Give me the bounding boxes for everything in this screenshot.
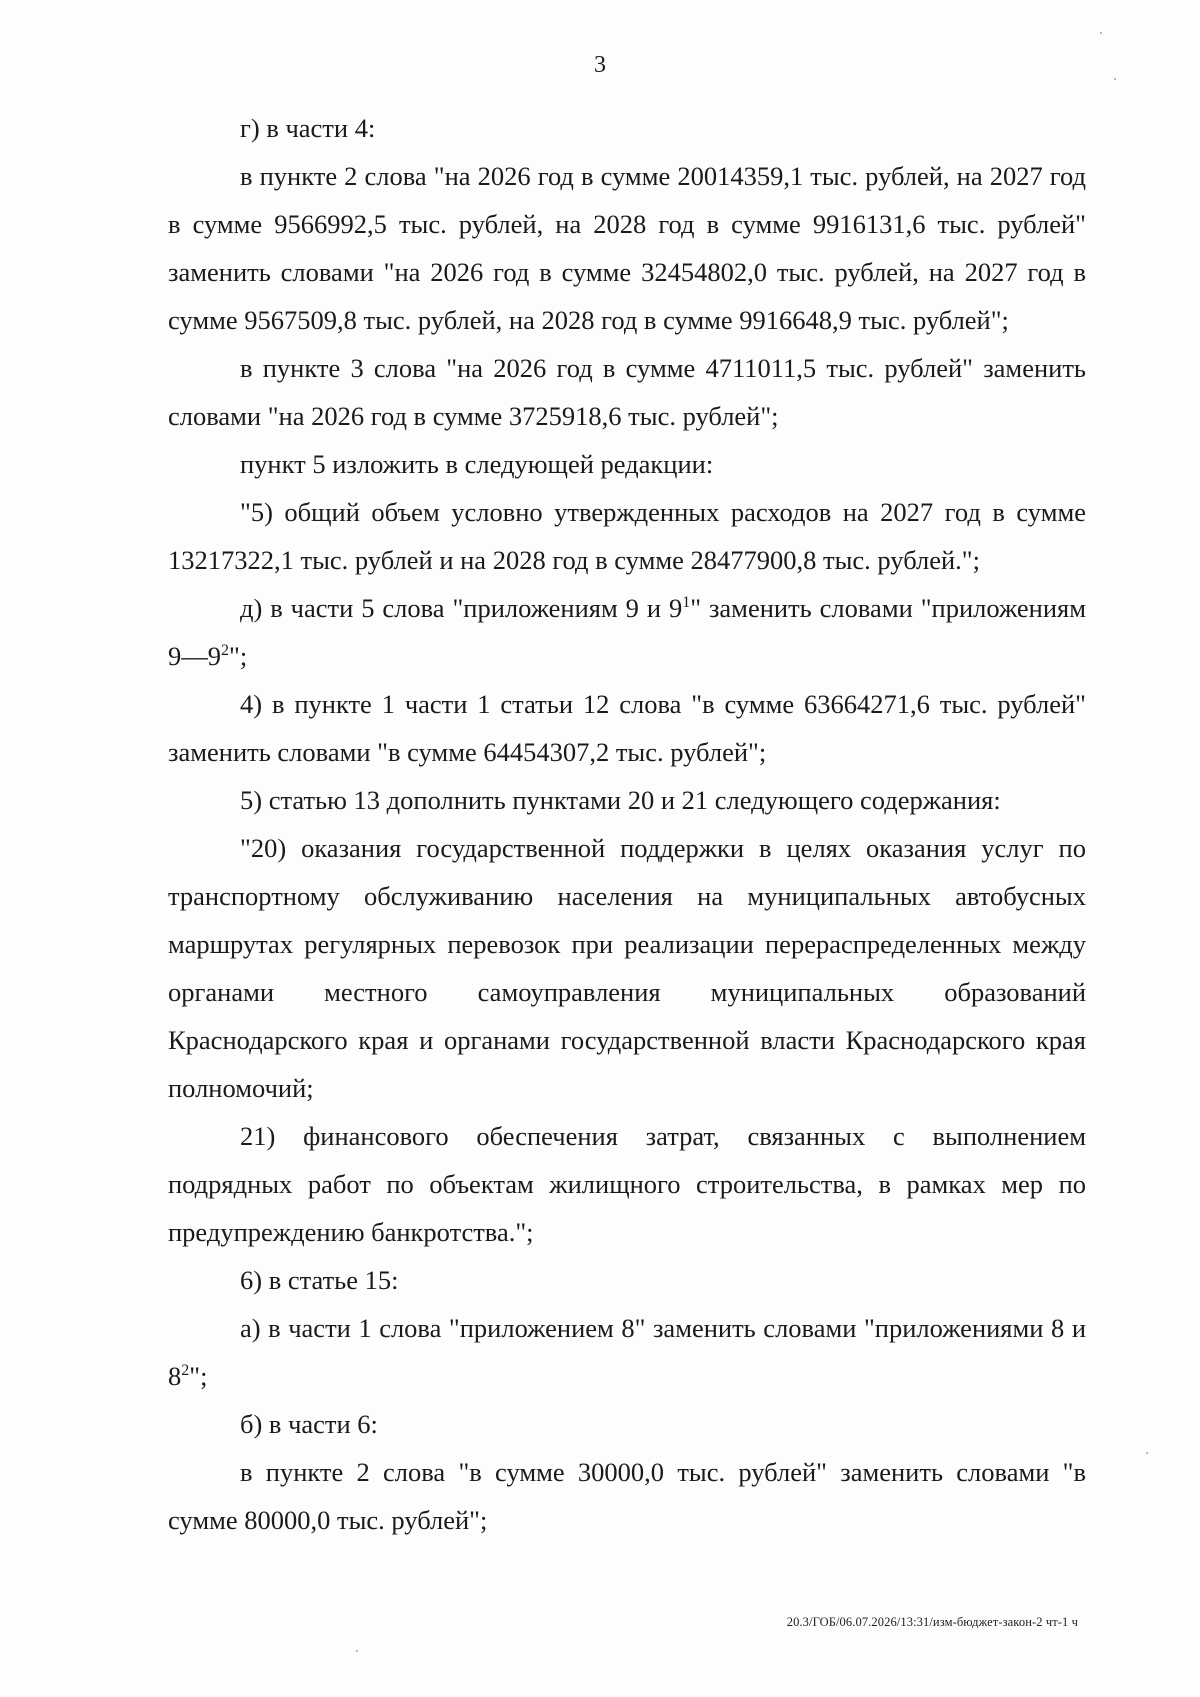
scan-dot: [1114, 78, 1116, 80]
superscript: 2: [181, 1362, 190, 1380]
text-segment: " заменить словами "приложениям 9—9: [168, 593, 1086, 671]
text-segment: ";: [229, 641, 248, 671]
text-segment: а) в части 1 слова "приложением 8" заменить словами "приложениями 8 и 8: [168, 1313, 1086, 1391]
scan-dot: [1100, 32, 1102, 34]
paragraph-point-5-intro: пункт 5 изложить в следующей редакции:: [240, 449, 714, 479]
scan-dot: [1146, 1452, 1148, 1454]
paragraph-part-4-heading: г) в части 4:: [240, 113, 376, 143]
text-segment: ";: [189, 1361, 208, 1391]
paragraph-article-15-part-6-point-2: в пункте 2 слова "в сумме 30000,0 тыс. рублей" заменить словами "в сумме 80000,0 тыс. рублей";: [168, 1457, 1086, 1535]
document-body: [168, 104, 1086, 1544]
paragraph-article-12-amendment: 4) в пункте 1 части 1 статьи 12 слова "в сумме 63664271,6 тыс. рублей" заменить словами "в сумме 64454307,2 тыс. рублей";: [168, 689, 1086, 767]
paragraph-point-20: "20) оказания государственной поддержки в целях оказания услуг по транспортному обслуживанию населения на муниципальных автобусных маршрутах регулярных перевозок при реализации перераспределенных между органами местного самоуправления муниципальных образований Краснодарского края и органами государственной власти Краснодарского края полномочий;: [168, 833, 1086, 1103]
paragraph-point-21: 21) финансового обеспечения затрат, связанных с выполнением подрядных работ по объектам жилищного строительства, в рамках мер по предупреждению банкротства.";: [168, 1121, 1086, 1247]
scan-dot: [356, 1650, 358, 1652]
paragraph-point-3-amendment: в пункте 3 слова "на 2026 год в сумме 4711011,5 тыс. рублей" заменить словами "на 2026 год в сумме 3725918,6 тыс. рублей";: [168, 353, 1086, 431]
paragraph-article-15-part-6-heading: б) в части 6:: [240, 1409, 378, 1439]
document-footer-code: 20.3/ГОБ/06.07.2026/13:31/изм-бюджет-закон-2 чт-1 ч: [786, 1615, 1078, 1629]
superscript: 1: [682, 594, 691, 612]
paragraph-point-2-amendment: в пункте 2 слова "на 2026 год в сумме 20014359,1 тыс. рублей, на 2027 год в сумме 9566992,5 тыс. рублей, на 2028 год в сумме 9916131,6 тыс. рублей" заменить словами "на 2026 год в сумме 32454802,0 тыс. рублей, на 2027 год в сумме 9567509,8 тыс. рублей, на 2028 год в сумме 9916648,9 тыс. рублей";: [168, 161, 1086, 335]
paragraph-part-5-amendment: [168, 584, 1086, 680]
superscript: 2: [221, 642, 229, 660]
paragraph-article-15-heading: 6) в статье 15:: [240, 1265, 399, 1295]
page-number: 3: [594, 52, 606, 78]
paragraph-article-15-part-1: [168, 1304, 1086, 1400]
paragraph-point-5-text: "5) общий объем условно утвержденных расходов на 2027 год в сумме 13217322,1 тыс. рублей и на 2028 год в сумме 28477900,8 тыс. рублей.";: [168, 497, 1086, 575]
paragraph-article-13-intro: 5) статью 13 дополнить пунктами 20 и 21 следующего содержания:: [240, 785, 1001, 815]
text-segment: д) в части 5 слова "приложениям 9 и 9: [240, 593, 683, 623]
